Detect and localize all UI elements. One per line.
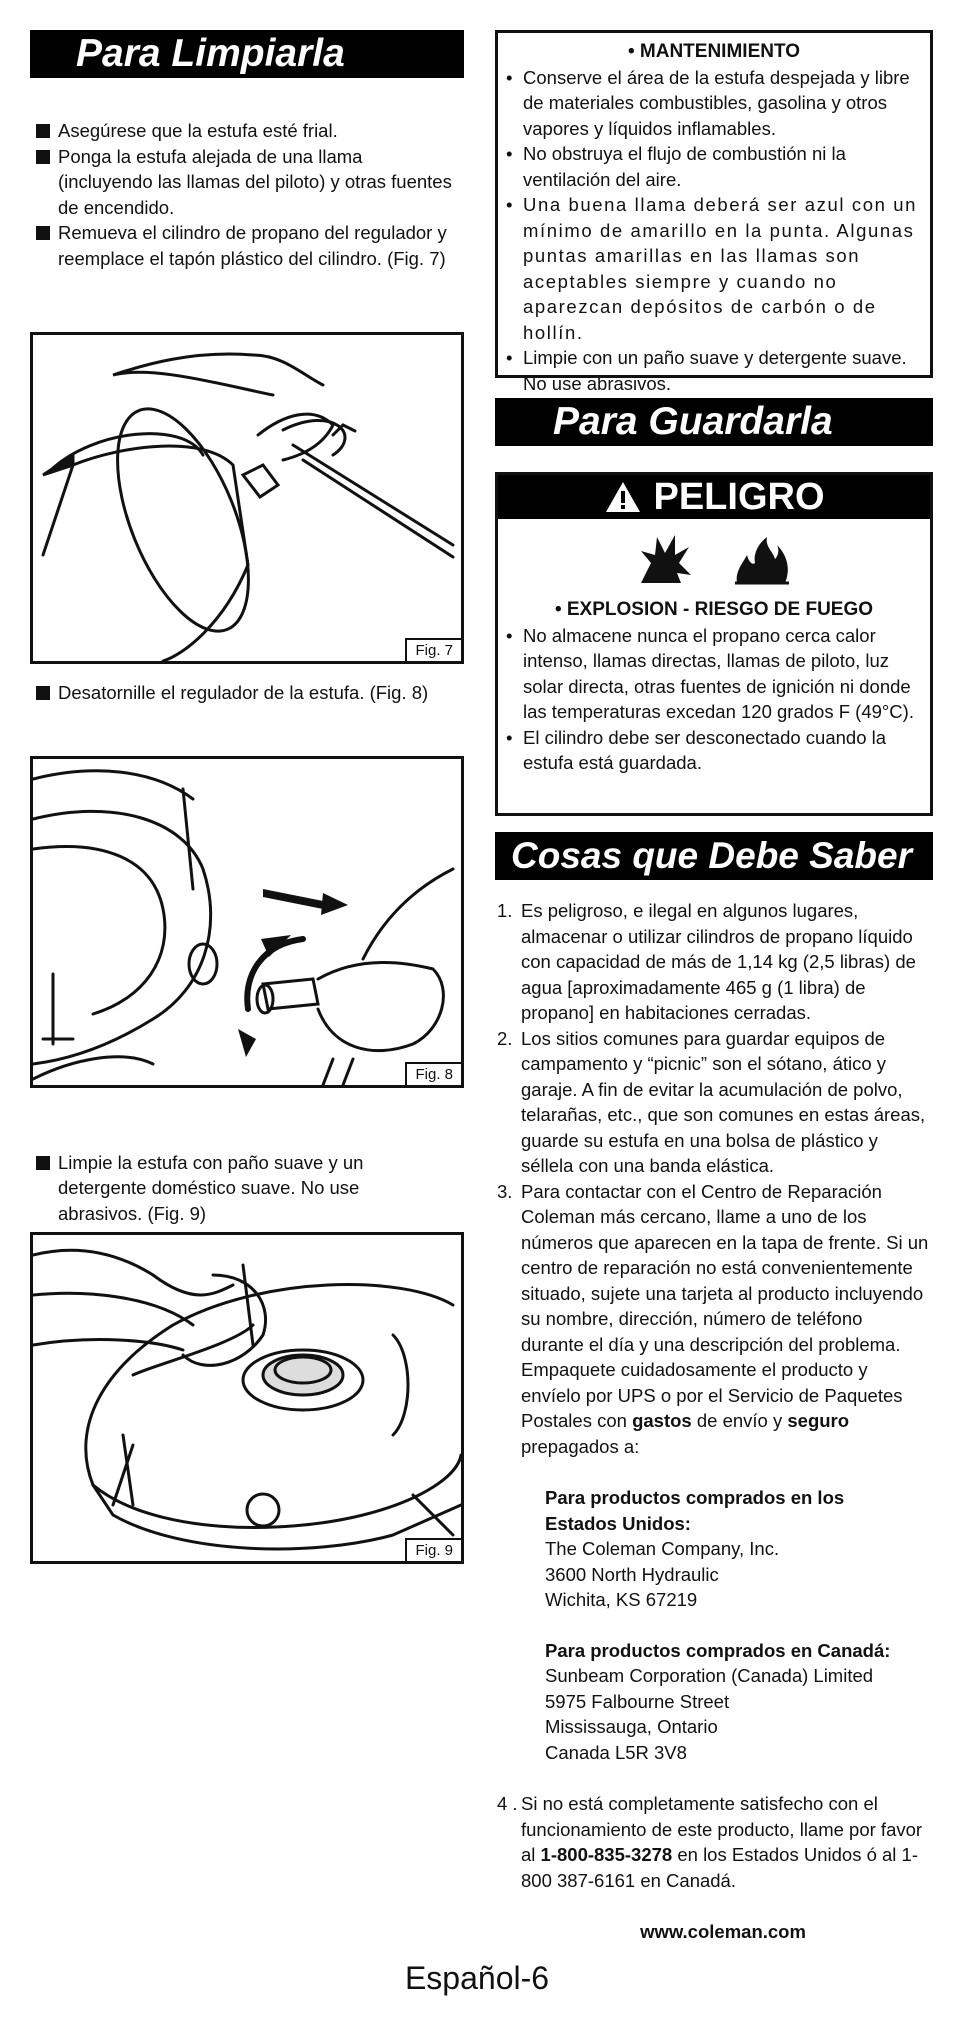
address-canada: Para productos comprados en Canadá: Sunbeam Corporation (Canada) Limited 5975 Falbourne Street Mississauga, Ontario Canada L5R 3V8 [545,1639,891,1763]
website-text: www.coleman.com [640,1921,806,1942]
cylinder-removal-illustration [33,335,461,661]
list-item: • Limpie con un paño suave y detergente suave. No use abrasivos. [506,347,907,394]
list-item: 2. Los sitios comunes para guardar equipos de campamento y “picnic” son el sótano, ático y garaje. A fin de evitar la acumulación de polvo, telarañas, etc., que son comunes en estas áreas, guarde su estufa en una bolsa de plástico y séllela con una banda elástica. [497,1027,926,1176]
list-item: • El cilindro debe ser desconectado cuando la estufa está guardada. [506,726,887,773]
list-item: 4 . Si no está completamente satisfecho con el funcionamiento de este producto, llame por favor al 1-800-835-3278 en los Estados Unidos ó al 1-800 387-6161 en Canadá. [497,1793,923,1891]
fig8-label: Fig. 8 [405,1062,461,1085]
fire-icon [733,533,791,585]
address-us: Para productos comprados en los Estados Unidos: The Coleman Company, Inc. 3600 North Hydraulic Wichita, KS 67219 [545,1487,845,1610]
figure-8 [30,756,464,1088]
peligro-list [498,623,930,776]
mantenimiento-box [495,30,933,394]
explosion-icon [637,533,693,585]
figure-9 [30,1232,464,1564]
step-unscrew-regulator: Desatornille el regulador de la estufa. (Fig. 8) [36,680,478,706]
list-item: • Conserve el área de la estufa despejada y libre de materiales combustibles, gasolina y otros vapores y líquidos inflamables. [506,66,910,139]
mantenimiento-list [498,65,930,397]
list-item: • Una buena llama deberá ser azul con un mínimo de amarillo en la punta. Algunas puntas amarillas en las llamas son aceptables siempre y cuando no aparezcan depósitos de carbón o de hollín. [506,194,918,343]
heading-cosas-que-debe-saber: Cosas que Debe Saber [495,832,933,880]
cosas-list [497,898,929,1945]
regulator-illustration [33,759,461,1085]
hazard-icons [498,533,930,585]
fig9-label: Fig. 9 [405,1538,461,1561]
peligro-subheading: • EXPLOSION - RIESGO DE FUEGO [554,599,874,620]
step-item: Remueva el cilindro de propano del regulador y reemplace el tapón plástico del cilindro. (Fig. 7) [36,220,456,271]
fig7-label: Fig. 7 [405,638,461,661]
step-clean-stove: Limpie la estufa con paño suave y un detergente doméstico suave. No use abrasivos. (Fig. 9) [36,1150,448,1227]
warning-triangle-icon [603,479,643,515]
list-item: • No almacene nunca el propano cerca calor intenso, llamas directas, llamas de piloto, luz solar directa, otras fuentes de ignición ni donde las temperaturas excedan 120 grados F (49°C). [506,624,914,722]
peligro-title-bar: PELIGRO [498,475,930,519]
list-item: 1. Es peligroso, e ilegal en algunos lugares, almacenar o utilizar cilindros de propano líquido con capacidad de más de 1,14 kg (2,5 libras) de agua [aproximadamente 465 g (1 libra) de propano] en habitaciones cerradas. [497,900,916,1023]
step-item: Ponga la estufa alejada de una llama (incluyendo las llamas del piloto) y otras fuentes de encendido. [36,144,456,221]
page-number: Español-6 [404,1960,550,1996]
figure-7 [30,332,464,664]
step-item: Asegúrese que la estufa esté frial. [36,118,456,144]
peligro-box [495,472,933,816]
list-item: • No obstruya el flujo de combustión ni la ventilación del aire. [506,143,846,190]
mantenimiento-heading: • MANTENIMIENTO [627,41,801,62]
cleaning-steps [36,118,456,271]
list-item: 3. Para contactar con el Centro de Reparación Coleman más cercano, llame a uno de los números que aparecen en la tapa de frente. Si un centro de reparación no está convenientemente situado, sujete una tarjeta al producto incluyendo su nombre, dirección, número de teléfono durante el día y una descripción del problema. Empaquete cuidadosamente el producto y envíelo por UPS o por el Servicio de Paquetes Postales con gastos de envío y seguro prepagados a: [497,1180,929,1457]
heading-para-guardarla: Para Guardarla [495,398,933,446]
heading-para-limpiarla: Para Limpiarla [30,30,464,78]
cleaning-illustration [33,1235,461,1561]
